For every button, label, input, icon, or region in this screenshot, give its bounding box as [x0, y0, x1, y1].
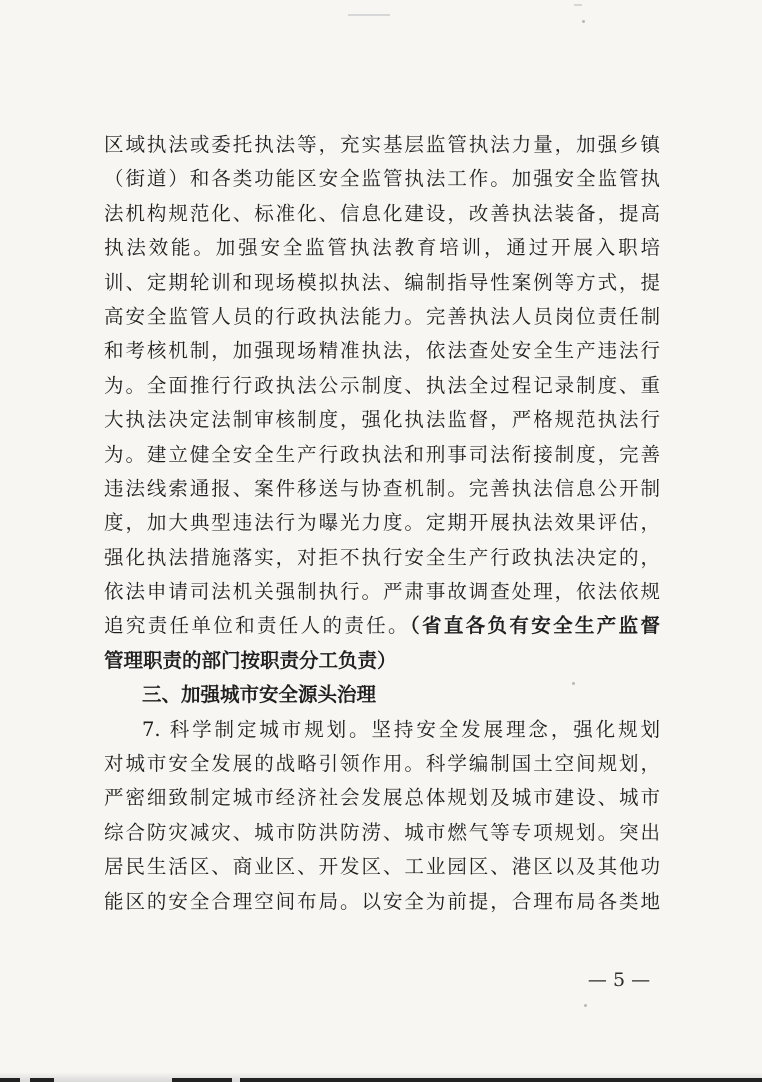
body-line-text: 追究责任单位和责任人的责任。	[104, 614, 410, 638]
body-line: 法机构规范化、标准化、信息化建设，改善执法装备，提高	[104, 201, 660, 225]
body-line: 对城市安全发展的战略引领作用。科学编制国土空间规划，	[104, 752, 660, 776]
body-line	[104, 609, 660, 643]
scan-top-mark	[574, 4, 582, 6]
body-line: 大执法决定法制审核制度，强化执法监督，严格规范执法行	[104, 408, 660, 432]
body-line: 能区的安全合理空间布局。以安全为前提，合理布局各类地	[104, 889, 660, 913]
body-line: 高安全监管人员的行政执法能力。完善执法人员岗位责任制	[104, 304, 660, 328]
body-line: 严密细致制定城市经济社会发展总体规划及城市建设、城市	[104, 786, 660, 810]
scan-speck	[572, 682, 575, 685]
scan-bottom-mark	[172, 1078, 232, 1082]
body-line: 区域执法或委托执法等，充实基层监管执法力量，加强乡镇	[104, 133, 660, 156]
body-line	[104, 644, 660, 678]
body-line: （街道）和各类功能区安全监管执法工作。加强安全监管执	[104, 167, 660, 191]
body-line: 强化执法措施落实，对拒不执行安全生产行政执法决定的，	[104, 545, 660, 569]
body-line: 违法线索通报、案件移送与协查机制。完善执法信息公开制	[104, 476, 660, 500]
scan-speck	[582, 20, 585, 23]
body-line: 训、定期轮训和现场模拟执法、编制指导性案例等方式，提	[104, 270, 660, 294]
body-line: 为。全面推行行政执法公示制度、执法全过程记录制度、重	[104, 373, 660, 397]
body-line: 综合防灾减灾、城市防洪防涝、城市燃气等专项规划。突出	[104, 820, 660, 844]
scan-bottom-mark	[30, 1078, 54, 1082]
body-line: 执法效能。加强安全监管执法教育培训，通过开展入职培	[104, 236, 660, 260]
section-heading: 三、加强城市安全源头治理	[142, 683, 377, 707]
body-line: 7. 科学制定城市规划。坚持安全发展理念，强化规划	[142, 717, 660, 741]
page-number: — 5 —	[587, 969, 651, 991]
scan-speck	[584, 1004, 587, 1007]
body-line: 居民生活区、商业区、开发区、工业园区、港区以及其他功	[104, 855, 660, 879]
body-line: 度，加大典型违法行为曝光力度。定期开展执法效果评估，	[104, 511, 660, 535]
body-line: 为。建立健全安全生产行政执法和刑事司法衔接制度，完善	[104, 442, 660, 466]
body-line: 和考核机制，加强现场精准执法，依法查处安全生产违法行	[104, 339, 660, 363]
scan-bottom-mark	[240, 1078, 762, 1082]
responsibility-note: （省直各负有安全生产监督	[409, 614, 660, 638]
body-line: 依法申请司法机关强制执行。严肃事故调查处理，依法依规	[104, 580, 660, 604]
scan-top-mark	[348, 14, 390, 16]
body-text	[104, 128, 660, 919]
scan-bottom-mark	[0, 1078, 20, 1082]
responsibility-note: 管理职责的部门按职责分工负责）	[104, 648, 397, 672]
